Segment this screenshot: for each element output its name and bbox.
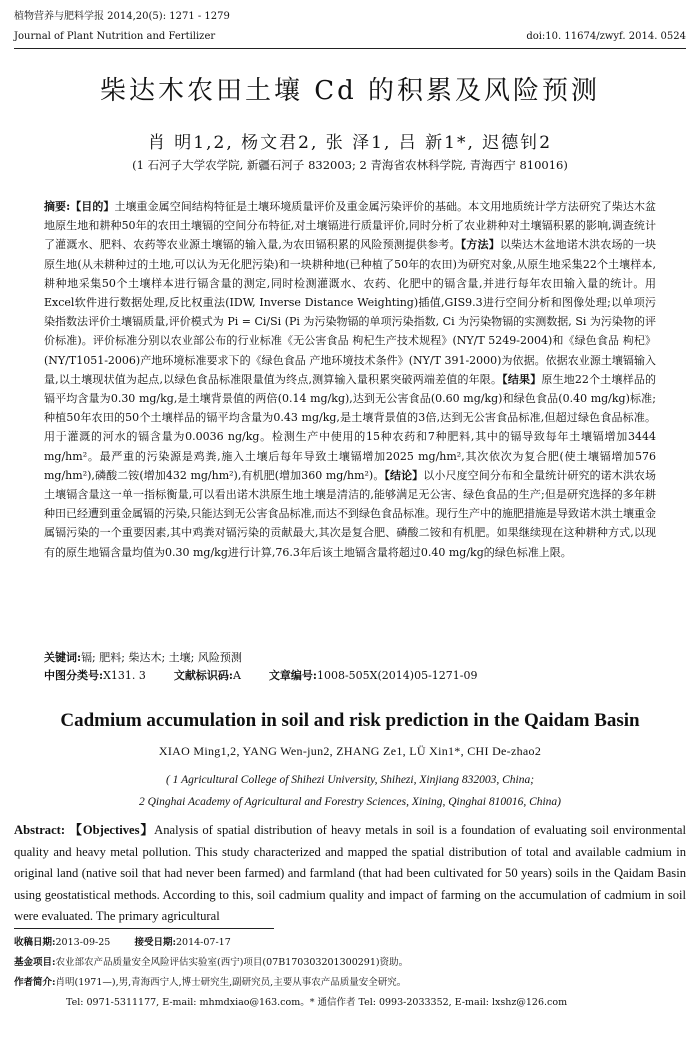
journal-header-en: Journal of Plant Nutrition and Fertilizer xyxy=(14,31,216,42)
accepted-date: 2014-07-17 xyxy=(175,937,231,948)
dates-footnote xyxy=(14,936,686,949)
abstract-en-label: Abstract: xyxy=(14,823,66,837)
fund-text: 农业部农产品质量安全风险评估实验室(西宁)项目(07B170303201300291)资助。 xyxy=(55,957,409,968)
objectives-tag-en: 【Objectives】 xyxy=(69,823,155,837)
affiliations-cn: (1 石河子大学农学院, 新疆石河子 832003; 2 青海省农林科学院, 青海西宁 810016) xyxy=(132,158,568,172)
abstract-en-text: Analysis of spatial distribution of heavy metals in soil is a foundation of evaluating soil environmental quality and heavy metal pollution. This study characterized and mapped the spatial distribution of total and available cadmium in original land (native soil that had never been farmed) and farmland (that had been cultivated for 50 years) soils in the Qaidam Basin using geostatistical methods. According to this, soil cadmium quality and impact of farming on the accumulation of cadmium in soil were evaluated. The primary agricultural xyxy=(14,823,687,924)
author-bio-footnote xyxy=(14,976,686,989)
abstract-en xyxy=(14,820,686,928)
journal-header-cn: 植物营养与肥料学报 2014,20(5): 1271 - 1279 xyxy=(14,11,230,22)
affiliation-en-1: ( 1 Agricultural College of Shihezi University, Shihezi, Xinjiang 832003, China; xyxy=(165,774,535,786)
fund-label: 基金项目: xyxy=(14,957,56,968)
authors-en: XIAO Ming1,2, YANG Wen-jun2, ZHANG Ze1, LÜ Xin1*, CHI De-zhao2 xyxy=(158,744,542,758)
result-tag: 【结果】 xyxy=(502,372,542,386)
conclusion-text: 以小尺度空间分布和全量统计研究的诺木洪农场土壤镉含量这一单一指标衡量,可以看出诺木洪原生地土壤是清洁的,能够满足无公害、绿色食品的生产;但是研究选择的多年耕种田已经遭到重金属镉的污染,只能达到无公害食品标准,而达不到绿色食品标准。现行生产中的施肥措施是导致诺木洪土壤重金属镉污染的一个重要因素,其中鸡粪对镉污染的贡献最大,其次是复合肥、磷酸二铵和有机肥。如果继续现在这种耕种方式,以现有的原生地镉含量均值为0.30 mg/kg进行计算,76.3年后该土地镉含量将超过0.40 mg/kg的绿色标准上限。 xyxy=(44,468,657,559)
abstract-cn xyxy=(44,197,656,562)
objective-tag: 【目的】 xyxy=(70,200,115,213)
abstract-cn-label: 摘要: xyxy=(44,200,71,213)
footnote-rule xyxy=(14,928,274,929)
authors-cn: 肖 明1,2, 杨文君2, 张 泽1, 吕 新1*, 迟德钊2 xyxy=(147,133,553,153)
header-rule xyxy=(14,48,686,49)
conclusion-tag: 【结论】 xyxy=(384,468,424,482)
doc-code-label: 文献标识码: xyxy=(173,669,233,682)
received-date: 2013-09-25 xyxy=(55,937,111,948)
doi[interactable]: doi:10. 11674/zwyf. 2014. 0524 xyxy=(526,31,686,42)
classification-line xyxy=(44,666,656,685)
clc-value: X131. 3 xyxy=(103,669,146,682)
received-label: 收稿日期: xyxy=(14,937,56,948)
accepted-label: 接受日期: xyxy=(134,937,176,948)
author-bio-label: 作者简介: xyxy=(14,977,56,988)
article-no-label: 文章编号: xyxy=(268,669,317,682)
keywords-label: 关键词: xyxy=(44,651,82,664)
author-bio-text: 肖明(1971—),男,青海西宁人,博士研究生,副研究员,主要从事农产品质量安全研究。 xyxy=(55,977,407,988)
objective-text: 土壤重金属空间结构特征是土壤环境质量评价及重金属污染评价的基础。本文用地质统计学方法研究了柴达木盆地原生地和耕种50年的农田土壤镉的空间分布特征,对土壤镉进行质量评价,同时分析了农业耕种对土壤镉积累的影响,调查统计了灌溉水、肥料、农药等农业源土壤镉的输入量,为农田镉积累的风险预测提供参考。 xyxy=(44,200,657,252)
article-no-value: 1008-505X(2014)05-1271-09 xyxy=(316,669,478,682)
paper-title-en: Cadmium accumulation in soil and risk prediction in the Qaidam Basin xyxy=(60,710,640,731)
journal-header-line xyxy=(14,30,686,44)
paper-title-cn: 柴达木农田土壤 Cd 的积累及风险预测 xyxy=(99,76,601,106)
method-text: 以柴达木盆地诺木洪农场的一块原生地(从未耕种过的土地,可以认为无化肥污染)和一块耕种地(已种植了50年的农田)为研究对象,从原生地采集22个土壤样本,耕种地采集50个土壤样本进行镉含量的测定,同时检测灌溉水、农药、化肥中的镉含量,并进行每年农田输入量的统计。用Excel软件进行数据处理,反比权重法(IDW, Inverse Distance Weighting)插值,GIS9.3进行空间分析和图像处理;以单项污染指数法评价土壤镉质量,评价模式为 Pi = Ci/Si (Pi 为污染物镉的单项污染指数, Ci 为污染物镉的实测数据, Si 为污染物的评价标准)。评价标准分别以农业部公布的行业标准《无公害食品 枸杞生产技术规程》(NY/T 5249-2004)和《绿色食品 枸杞》(NY/T1051-2006)产地环境标准要求下的《绿色食品 产地环境技术条件》(NY/T 391-2000)为依据。依据农业源土壤镉输入量,以土壤现状值为起点,以绿色食品标准限量值为终点,测算输入量积累突破两端差值的年限。 xyxy=(44,238,657,386)
keywords-text: 镉; 肥料; 柴达木; 土壤; 风险预测 xyxy=(81,651,242,664)
method-tag: 【方法】 xyxy=(460,238,500,252)
doc-code-value: A xyxy=(232,669,241,682)
contact-footnote: Tel: 0971-5311177, E-mail: mhmdxiao@163.com。* 通信作者 Tel: 0993-2033352, E-mail: lxshz@126.com xyxy=(66,997,568,1008)
keywords xyxy=(44,648,656,667)
result-text: 原生地22个土壤样品的镉平均含量为0.30 mg/kg,是土壤背景值的两倍(0.14 mg/kg),达到无公害食品(0.60 mg/kg)和绿色食品(0.40 mg/kg)标准;种植50年农田的50个土壤样品的镉平均含量为0.43 mg/kg,是土壤背景值的3倍,达到无公害食品标准,但超过绿色食品标准。用于灌溉的河水的镉含量为0.0036 ng/kg。检测生产中使用的15种农药和7种肥料,其中的镉导致每年土壤镉增加3444 mg/hm²。最严重的污染源是鸡粪,施入土壤后每年导致土壤镉增加2025 mg/hm²,其次依次为复合肥(使土壤镉增加576 mg/hm²),磷酸二铵(增加432 mg/hm²),有机肥(增加360 mg/hm²)。 xyxy=(44,372,656,482)
funding-footnote xyxy=(14,956,686,969)
affiliation-en-2: 2 Qinghai Academy of Agricultural and Forestry Sciences, Xining, Qinghai 810016, China) xyxy=(138,796,562,808)
clc-label: 中图分类号: xyxy=(44,669,104,682)
